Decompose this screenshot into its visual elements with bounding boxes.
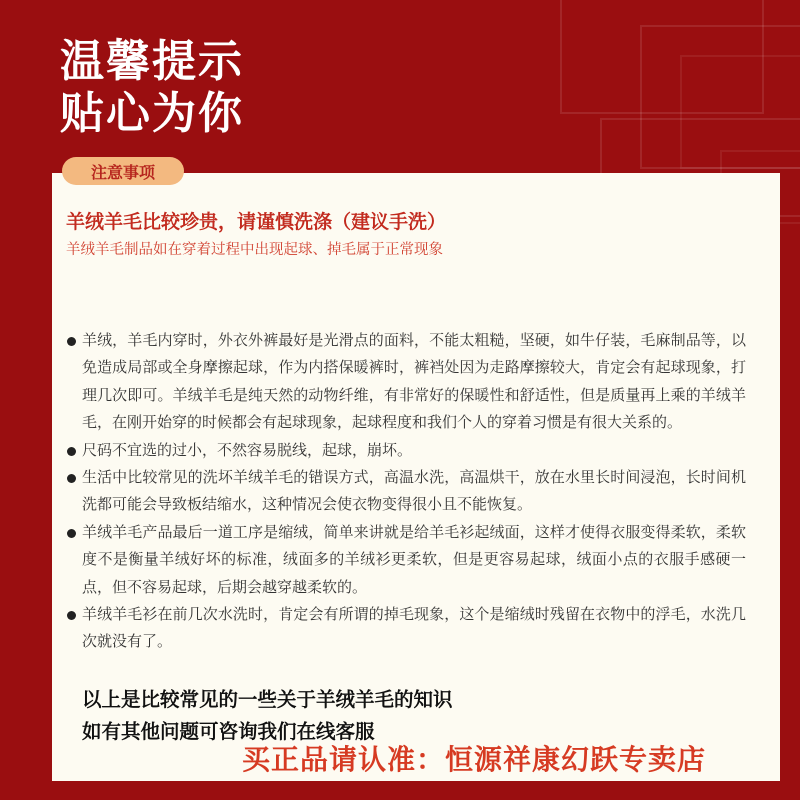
headline-caring: 贴心为你 — [60, 88, 244, 139]
care-note: 羊绒羊毛制品如在穿着过程中出现起球、掉毛属于正常现象 — [66, 242, 443, 258]
closing-line-contact: 如有其他问题可咨询我们在线客服 — [82, 720, 375, 743]
official-store-line: 买正品请认准：恒源祥康幻跃专卖店 — [242, 743, 707, 776]
closing-line-knowledge: 以上是比较常见的一些关于羊绒羊毛的知识 — [82, 688, 453, 711]
care-tip-item: 羊绒，羊毛内穿时，外衣外裤最好是光滑点的面料，不能太粗糙，坚硬，如牛仔装，毛麻制品等，以免造成局部或全身摩擦起球，作为内搭保暖裤时，裤裆处因为走路摩擦较大，肯定会有起球现象，打理几次即可。羊绒羊毛是纯天然的动物纤维，有非常好的保暖性和舒适性，但是质量再上乘的羊绒羊毛，在刚开始穿的时候都会有起球现象，起球程度和我们个人的穿着习惯是有很大关系的。 — [66, 327, 746, 437]
care-tip-item: 羊绒羊毛衫在前几次水洗时，肯定会有所谓的掉毛现象，这个是缩绒时残留在衣物中的浮毛，水洗几次就没有了。 — [66, 601, 746, 656]
care-tip-item: 羊绒羊毛产品最后一道工序是缩绒，简单来讲就是给羊毛衫起绒面，这样才使得衣服变得柔软，柔软度不是衡量羊绒好坏的标准，绒面多的羊绒衫更柔软，但是更容易起球，绒面小点的衣服手感硬一点，但不容易起球，后期会越穿越柔软的。 — [66, 519, 746, 601]
notice-badge: 注意事项 — [62, 157, 184, 185]
care-tip-item: 生活中比较常见的洗坏羊绒羊毛的错误方式，高温水洗，高温烘干，放在水里长时间浸泡，长时间机洗都可能会导致板结缩水，这种情况会使衣物变得很小且不能恢复。 — [66, 464, 746, 519]
care-tip-item: 尺码不宜选的过小，不然容易脱线，起球，崩坏。 — [66, 437, 746, 464]
care-subtitle: 羊绒羊毛比较珍贵，请谨慎洗涤（建议手洗） — [66, 211, 447, 233]
headline-warm-tip: 温馨提示 — [60, 36, 244, 87]
care-tips-list — [66, 327, 746, 656]
